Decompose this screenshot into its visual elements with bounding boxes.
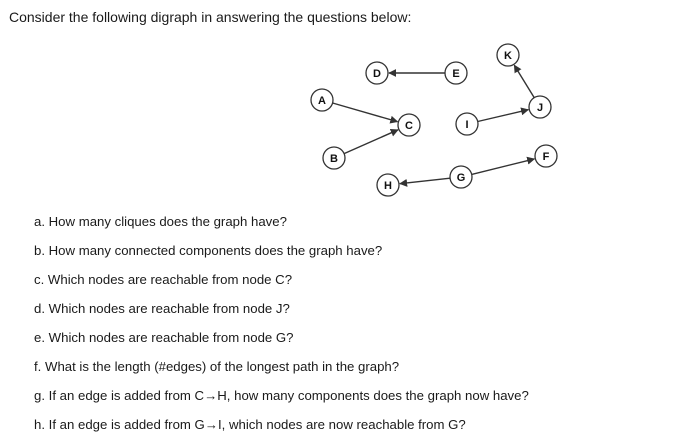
node-a xyxy=(311,89,333,111)
edge-g-f xyxy=(472,159,535,175)
edge-i-j xyxy=(478,110,529,122)
node-d xyxy=(366,62,388,84)
edge-j-k xyxy=(514,65,534,97)
node-e xyxy=(445,62,467,84)
node-label: J xyxy=(536,102,544,114)
edge-a-c xyxy=(333,103,398,122)
nodes xyxy=(311,44,557,196)
node-h xyxy=(377,174,399,196)
node-b xyxy=(323,147,345,169)
question-c: c. Which nodes are reachable from node C? xyxy=(34,272,293,287)
node-i xyxy=(456,113,478,135)
node-label: A xyxy=(318,95,326,107)
intro-text: Consider the following digraph in answering the questions below: xyxy=(9,9,412,25)
digraph xyxy=(0,0,700,210)
edge-b-c xyxy=(344,130,398,154)
question-d: d. Which nodes are reachable from node J? xyxy=(34,301,290,316)
node-label: H xyxy=(384,180,392,192)
node-label: F xyxy=(542,151,550,163)
node-label: I xyxy=(465,119,469,131)
node-label: B xyxy=(330,153,338,165)
node-k xyxy=(497,44,519,66)
node-c xyxy=(398,114,420,136)
node-g xyxy=(450,166,472,188)
question-list xyxy=(34,212,529,444)
node-label: C xyxy=(405,120,413,132)
question-h: h. If an edge is added from G→I, which nodes are now reachable from G? xyxy=(34,417,466,432)
node-f xyxy=(535,145,557,167)
node-j xyxy=(529,96,551,118)
question-g: g. If an edge is added from C→H, how many components does the graph now have? xyxy=(34,388,529,403)
question-f: f. What is the length (#edges) of the longest path in the graph? xyxy=(34,359,400,374)
node-label: K xyxy=(504,50,512,62)
node-label: D xyxy=(373,68,381,80)
edge-g-h xyxy=(400,178,450,184)
question-b: b. How many connected components does the graph have? xyxy=(34,243,383,258)
node-label: G xyxy=(456,172,466,184)
edges xyxy=(333,65,535,184)
node-label: E xyxy=(452,68,460,80)
question-a: a. How many cliques does the graph have? xyxy=(34,214,287,229)
question-e: e. Which nodes are reachable from node G? xyxy=(34,330,294,345)
